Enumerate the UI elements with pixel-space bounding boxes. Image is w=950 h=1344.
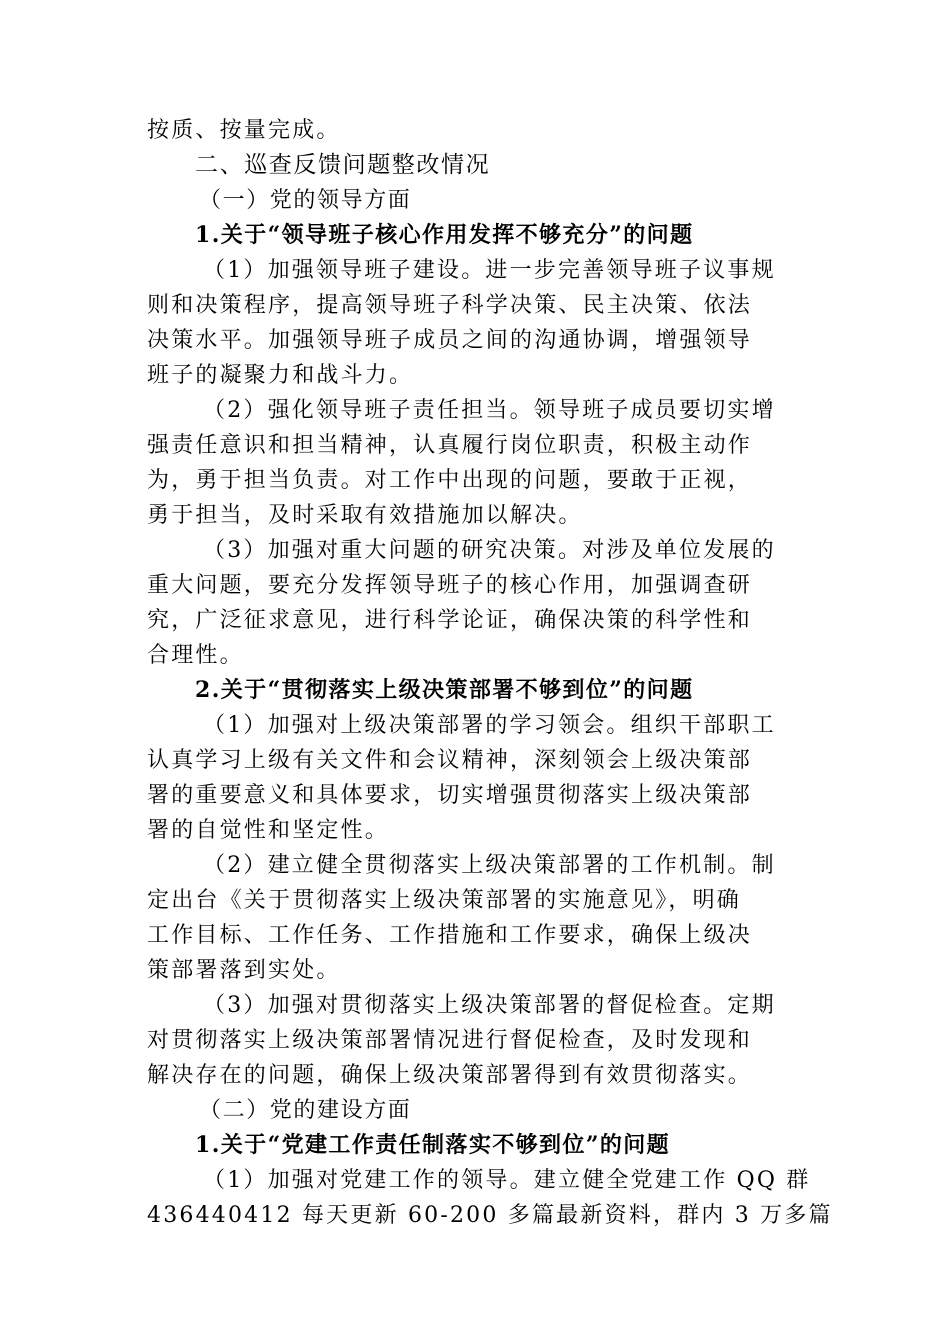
paragraph-line: 重大问题，要充分发挥领导班子的核心作用，加强调查研 xyxy=(147,573,753,598)
paragraph-line: （3）加强对重大问题的研究决策。对涉及单位发展的 xyxy=(203,538,776,563)
paragraph-line: 勇于担当，及时采取有效措施加以解决。 xyxy=(147,503,583,528)
issue-heading: 1.关于“领导班子核心作用发挥不够充分”的问题 xyxy=(195,222,694,248)
paragraph-line: 定出台《关于贯彻落实上级决策部署的实施意见》，明确 xyxy=(147,888,742,913)
document-body xyxy=(147,113,833,1233)
paragraph-line: 按质、按量完成。 xyxy=(147,118,341,143)
issue-heading: 1.关于“党建工作责任制落实不够到位”的问题 xyxy=(195,1132,671,1158)
paragraph-line: 合理性。 xyxy=(147,643,244,668)
paragraph-line: 则和决策程序，提高领导班子科学决策、民主决策、依法 xyxy=(147,293,753,318)
paragraph-line: （2）强化领导班子责任担当。领导班子成员要切实增 xyxy=(203,398,776,423)
paragraph-line: 署的自觉性和坚定性。 xyxy=(147,818,390,843)
paragraph-line: 436440412 每天更新 60-200 多篇最新资料，群内 3 万多篇 xyxy=(147,1203,833,1228)
paragraph-line: 究，广泛征求意见，进行科学论证，确保决策的科学性和 xyxy=(147,608,753,633)
paragraph-line: 强责任意识和担当精神，认真履行岗位职责，积极主动作 xyxy=(147,433,753,458)
paragraph-line: 工作目标、工作任务、工作措施和工作要求，确保上级决 xyxy=(147,923,753,948)
section-heading: 二、巡查反馈问题整改情况 xyxy=(195,152,491,178)
paragraph-line: 策部署落到实处。 xyxy=(147,958,341,983)
paragraph-line: （2）建立健全贯彻落实上级决策部署的工作机制。制 xyxy=(203,853,776,878)
paragraph-line: 署的重要意义和具体要求，切实增强贯彻落实上级决策部 xyxy=(147,783,753,808)
subsection-heading: （二）党的建设方面 xyxy=(199,1098,412,1123)
paragraph-line: 班子的凝聚力和战斗力。 xyxy=(147,363,414,388)
paragraph-line: （1）加强对党建工作的领导。建立健全党建工作 QQ 群 xyxy=(203,1168,811,1193)
paragraph-line: 为，勇于担当负责。对工作中出现的问题，要敢于正视， xyxy=(147,468,753,493)
paragraph-line: （1）加强对上级决策部署的学习领会。组织干部职工 xyxy=(203,713,776,738)
paragraph-line: 决策水平。加强领导班子成员之间的沟通协调，增强领导 xyxy=(147,328,753,353)
paragraph-line: （1）加强领导班子建设。进一步完善领导班子议事规 xyxy=(203,258,776,283)
paragraph-line: 认真学习上级有关文件和会议精神，深刻领会上级决策部 xyxy=(147,748,753,773)
subsection-heading: （一）党的领导方面 xyxy=(199,188,412,213)
paragraph-line: （3）加强对贯彻落实上级决策部署的督促检查。定期 xyxy=(203,993,776,1018)
paragraph-line: 对贯彻落实上级决策部署情况进行督促检查，及时发现和 xyxy=(147,1028,753,1053)
paragraph-line: 解决存在的问题，确保上级决策部署得到有效贯彻落实。 xyxy=(147,1063,753,1088)
issue-heading: 2.关于“贯彻落实上级决策部署不够到位”的问题 xyxy=(195,677,694,703)
